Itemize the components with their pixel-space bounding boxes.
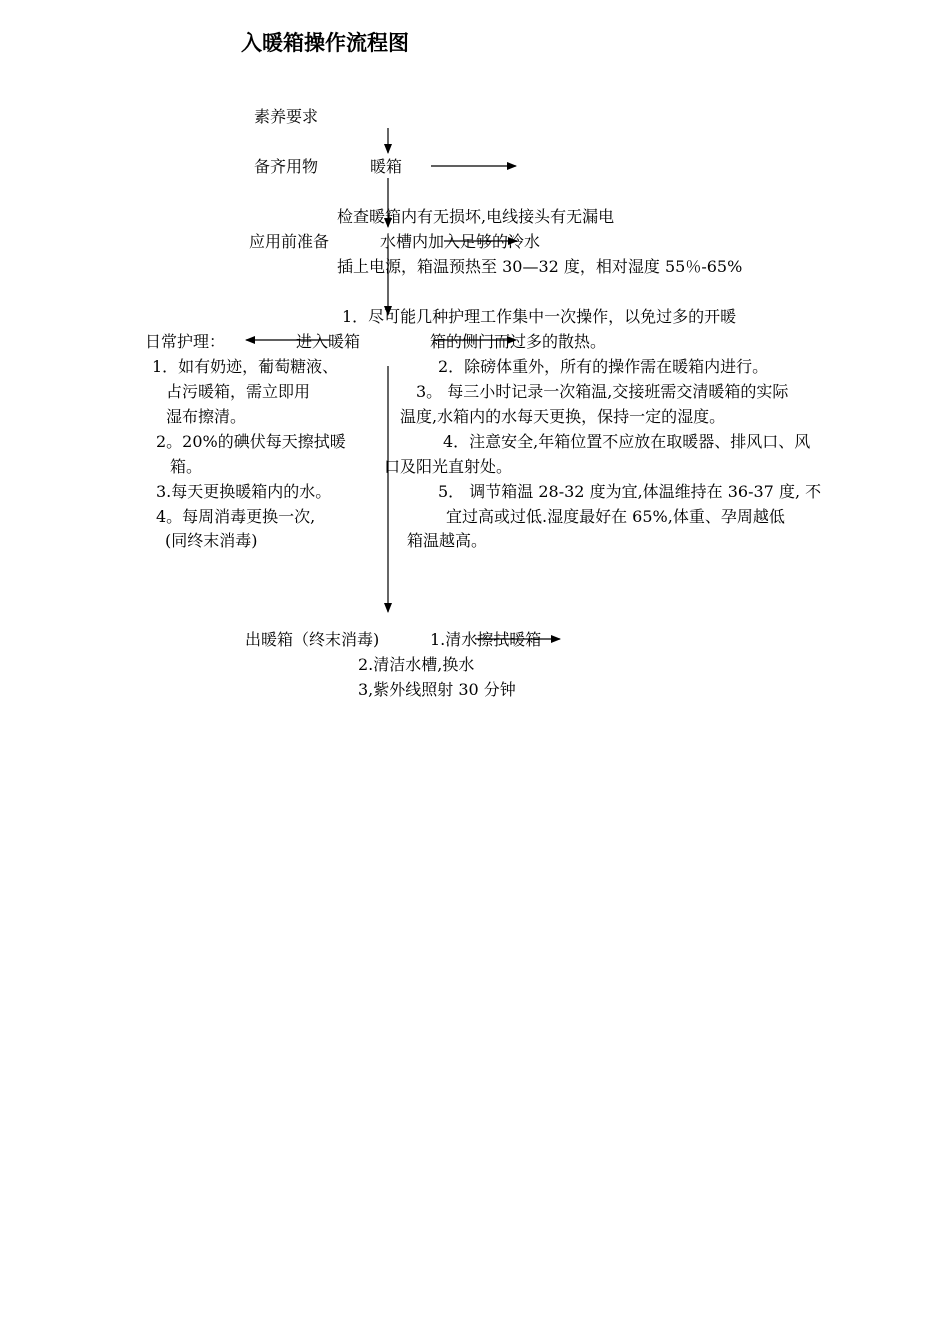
step-daily-care: 日常护理：: [145, 332, 226, 351]
daily-right-item: 温度,水箱内的水每天更换，保持一定的湿度。: [400, 407, 726, 426]
daily-right-item: 3。 每三小时记录一次箱温,交接班需交清暖箱的实际: [416, 382, 789, 401]
daily-right-item: 5． 调节箱温 28-32 度为宜,体温维持在 36-37 度, 不: [438, 482, 822, 501]
pre-use-note: 水槽内加入足够的冷水: [380, 232, 541, 251]
daily-left-item: (同终末消毒): [165, 531, 258, 550]
exit-note: 2.清洁水槽,换水: [358, 655, 475, 674]
daily-left-item: 箱。: [170, 457, 203, 476]
daily-right-item: 宜过高或过低.湿度最好在 65%,体重、孕周越低: [446, 507, 785, 526]
pre-use-note: 插上电源，箱温预热至 30—32 度，相对湿度 55％-65%: [337, 257, 743, 276]
daily-left-item: 占污暖箱，需立即用: [166, 382, 311, 401]
step-prepare-items: 备齐用物: [254, 157, 319, 176]
daily-left-item: 2。20%的碘伏每天擦拭暖: [156, 432, 346, 451]
step-pre-use: 应用前准备: [249, 232, 330, 251]
daily-right-item: 箱的侧门而过多的散热。: [430, 332, 607, 351]
daily-left-item: 1．如有奶迹，葡萄糖液、: [152, 357, 339, 376]
daily-left-item: 湿布擦清。: [166, 407, 247, 426]
step-requirement: 素养要求: [254, 107, 319, 126]
step-incubator: 暖箱: [370, 157, 403, 176]
daily-right-item: 4．注意安全,年箱位置不应放在取暖器、排风口、风: [443, 432, 811, 451]
pre-use-note: 检查暖箱内有无损坏,电线接头有无漏电: [337, 207, 615, 226]
exit-note: 3,紫外线照射 30 分钟: [358, 680, 516, 699]
step-exit: 出暖箱（终末消毒): [245, 630, 380, 649]
step-enter: 进入暖箱: [296, 332, 361, 351]
daily-right-item: 1．尽可能几种护理工作集中一次操作，以免过多的开暖: [342, 307, 737, 326]
daily-right-item: 箱温越高。: [407, 531, 488, 550]
page-title: 入暖箱操作流程图: [241, 31, 409, 55]
daily-left-item: 3.每天更换暖箱内的水。: [156, 482, 332, 501]
daily-left-item: 4。每周消毒更换一次,: [156, 507, 316, 526]
daily-right-item: 口及阳光直射处。: [384, 457, 513, 476]
daily-right-item: 2．除磅体重外，所有的操作需在暖箱内进行。: [438, 357, 769, 376]
exit-note: 1.清水擦拭暖箱: [430, 630, 542, 649]
